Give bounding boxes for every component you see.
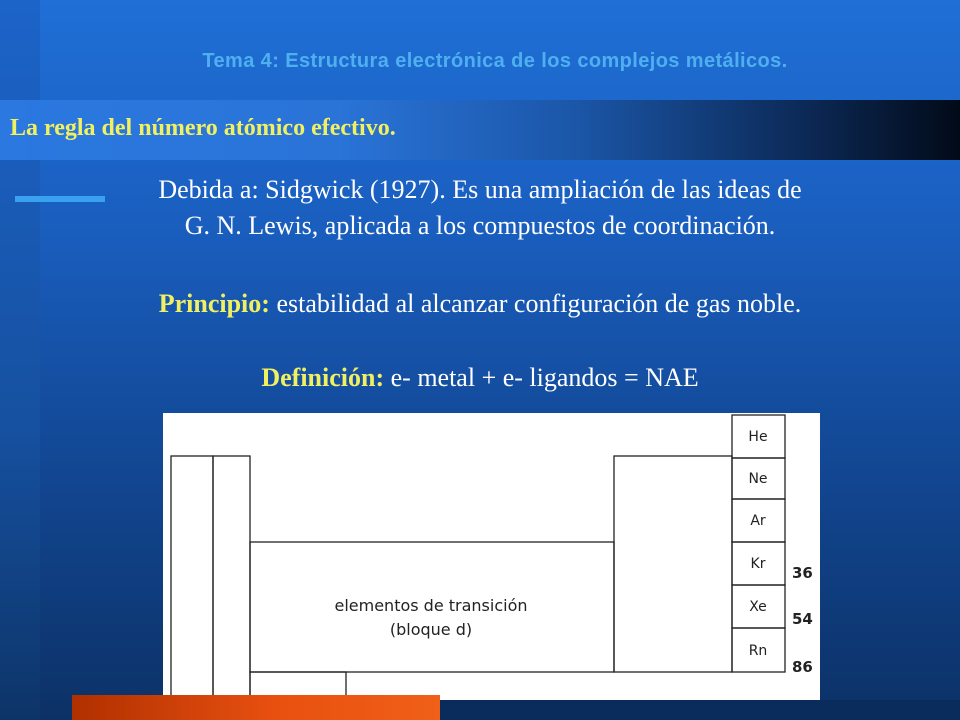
atomic-number-xe: 54: [792, 610, 813, 628]
d-block-label-line1: elementos de transición: [334, 596, 528, 615]
noble-label-1: Ne: [748, 471, 768, 487]
intro-line-1: Debida a: Sidgwick (1927). Es una ampliación de las ideas de: [158, 175, 802, 204]
noble-label-2: Ar: [750, 513, 766, 529]
slide-title: Tema 4: Estructura electrónica de los complejos metálicos.: [202, 50, 788, 72]
noble-label-5: Rn: [748, 643, 768, 659]
principle-line: [0, 287, 960, 321]
bottom-dark-band: [440, 700, 960, 720]
atomic-number-rn: 86: [792, 658, 813, 676]
intro-line-2: G. N. Lewis, aplicada a los compuestos de coordinación.: [184, 211, 776, 240]
p-block-region: [614, 456, 732, 672]
s-block-col-2: [213, 456, 250, 705]
principle-label: Principio:: [158, 289, 270, 318]
noble-label-3: Kr: [750, 556, 766, 572]
noble-label-0: He: [748, 429, 768, 445]
d-block-label-line2: (bloque d): [389, 620, 473, 639]
bottom-accent-bar: [72, 695, 440, 720]
s-block-col-1: [171, 456, 213, 705]
definition-text: e- metal + e- ligandos = NAE: [384, 363, 699, 392]
noble-label-4: Xe: [749, 599, 767, 615]
slide-subtitle: La regla del número atómico efectivo.: [10, 115, 396, 141]
periodic-table-figure: [163, 413, 820, 707]
principle-text: estabilidad al alcanzar configuración de gas noble.: [269, 289, 802, 318]
atomic-number-kr: 36: [792, 564, 813, 582]
periodic-table-diagram: [163, 413, 820, 707]
definition-line: [0, 361, 960, 395]
definition-label: Definición:: [261, 363, 385, 392]
